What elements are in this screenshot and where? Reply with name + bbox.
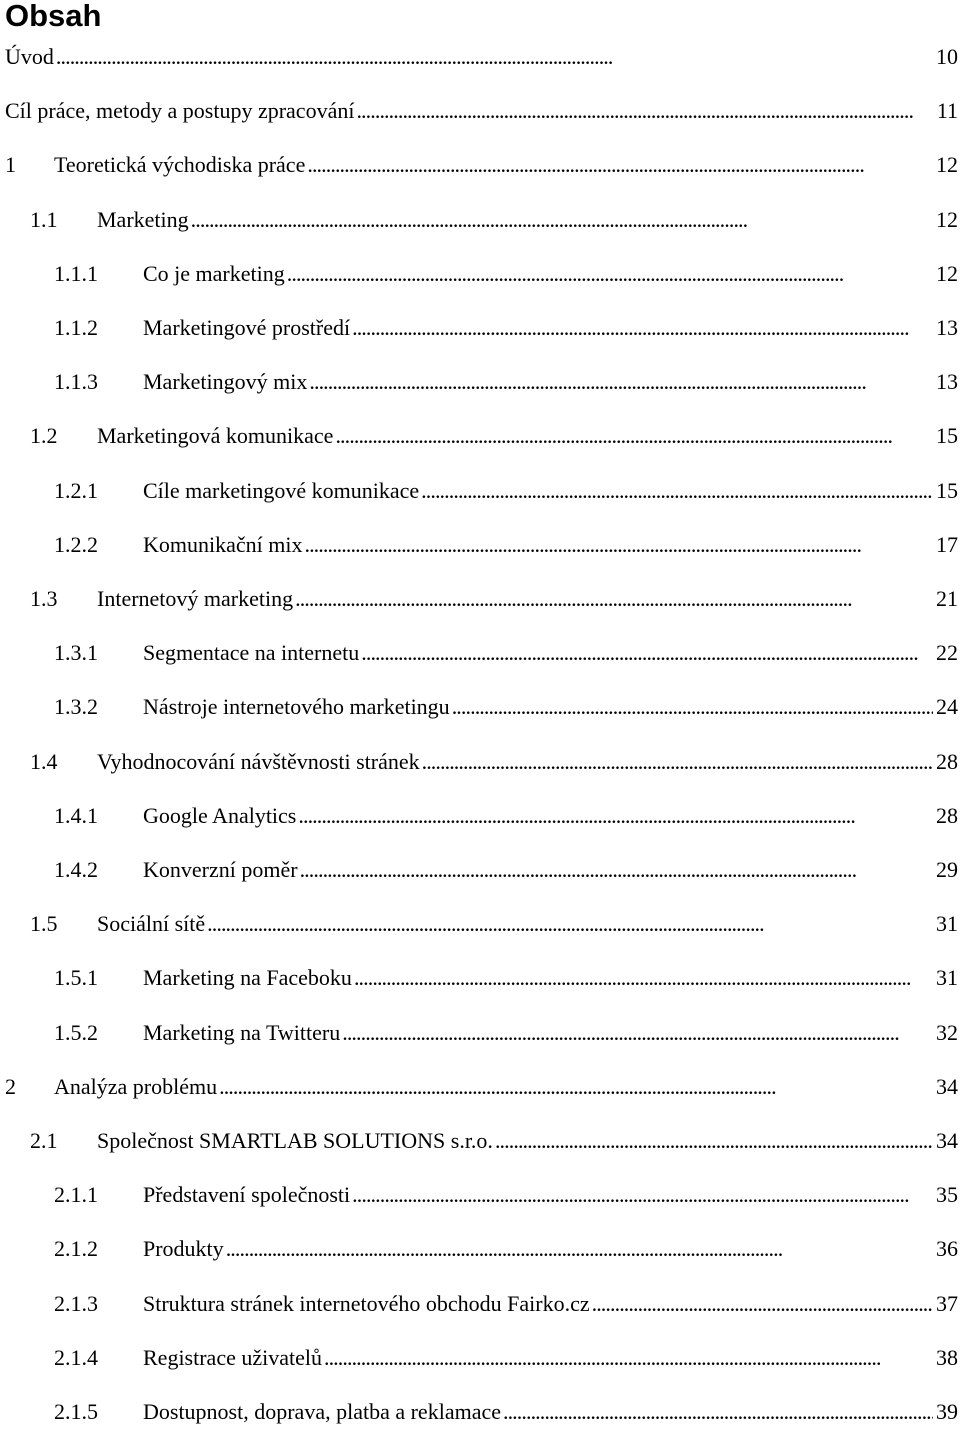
toc-entry-title: Co je marketing — [143, 260, 285, 286]
toc-entry-line — [143, 1343, 958, 1373]
toc-entry-page-number: 17 — [936, 531, 958, 557]
toc-entry-title: Segmentace na internetu — [143, 640, 360, 666]
toc-entry-line — [97, 205, 958, 235]
toc-entry-number: 2.1.4 — [54, 1344, 98, 1370]
toc-entry[interactable] — [0, 367, 958, 397]
toc-entry-line — [143, 1397, 958, 1427]
dot-leader — [361, 638, 933, 668]
toc-entry-number: 1.1 — [30, 206, 58, 232]
toc-entry[interactable] — [0, 150, 958, 180]
toc-entry-line — [143, 1180, 958, 1210]
toc-entry[interactable] — [0, 421, 958, 451]
dot-leader — [287, 259, 933, 289]
dot-leader — [495, 1126, 933, 1156]
toc-entry-title: Google Analytics — [143, 802, 297, 828]
toc-entry-line — [143, 530, 958, 560]
toc-entry-page-number: 15 — [936, 423, 958, 449]
toc-entry-number: 1.1.1 — [54, 260, 98, 286]
toc-entry-title: Marketing — [97, 206, 189, 232]
dot-leader — [352, 1180, 933, 1210]
toc-entry-page-number: 34 — [936, 1073, 958, 1099]
toc-entry-title: Vyhodnocování návštěvnosti stránek — [97, 748, 420, 774]
toc-entry-page-number: 34 — [936, 1128, 958, 1153]
toc-entry[interactable] — [0, 42, 958, 72]
toc-entry-page-number: 38 — [936, 1344, 958, 1370]
toc-entry[interactable] — [0, 747, 958, 777]
toc-entry-number: 2.1.2 — [54, 1236, 98, 1262]
toc-entry-page-number: 10 — [936, 44, 958, 69]
toc-entry-line — [143, 1234, 958, 1264]
toc-entry-title: Sociální sítě — [97, 911, 206, 937]
toc-entry-number: 2.1.3 — [54, 1290, 98, 1316]
toc-entry[interactable] — [0, 855, 958, 885]
toc-entry-page-number: 22 — [936, 640, 958, 666]
toc-entry-line — [54, 150, 958, 180]
toc-entry-line — [143, 1018, 958, 1048]
toc-entry-page-number: 12 — [936, 260, 958, 286]
toc-entry[interactable] — [0, 205, 958, 235]
toc-entry-page-number: 39 — [936, 1399, 958, 1424]
toc-entry[interactable] — [0, 801, 958, 831]
toc-entry-number: 1.1.3 — [54, 369, 98, 395]
dot-leader — [352, 313, 933, 343]
toc-entry-number: 1.3 — [30, 586, 58, 611]
dot-leader — [592, 1289, 933, 1319]
dot-leader — [335, 421, 933, 451]
toc-heading: Obsah — [5, 0, 102, 33]
toc-entry-line — [143, 855, 958, 885]
toc-entry-number: 1.5.2 — [54, 1019, 98, 1045]
toc-entry[interactable] — [0, 96, 958, 126]
dot-leader — [191, 205, 933, 235]
toc-entry-title: Struktura stránek internetového obchodu Fairko.cz — [143, 1290, 590, 1316]
toc-entry[interactable] — [0, 1289, 958, 1319]
toc-entry-line — [97, 421, 958, 451]
toc-entry-page-number: 31 — [936, 911, 958, 937]
toc-entry-page-number: 32 — [936, 1019, 958, 1045]
toc-entry[interactable] — [0, 259, 958, 289]
toc-entry[interactable] — [0, 1180, 958, 1210]
toc-entry-title: Analýza problému — [54, 1073, 218, 1099]
toc-entry-page-number: 28 — [936, 748, 958, 774]
toc-entry-title: Cíl práce, metody a postupy zpracování — [5, 98, 355, 124]
toc-entry[interactable] — [0, 584, 958, 614]
toc-entry-page-number: 24 — [936, 694, 958, 720]
toc-entry-line — [143, 963, 958, 993]
dot-leader — [356, 96, 933, 126]
toc-entry-line — [5, 42, 958, 72]
toc-entry[interactable] — [0, 1126, 958, 1156]
toc-entry-title: Produkty — [143, 1236, 224, 1262]
toc-entry-title: Registrace uživatelů — [143, 1344, 322, 1370]
toc-entry-title: Teoretická východiska práce — [54, 152, 306, 178]
toc-entry-title: Marketing na Faceboku — [143, 965, 352, 991]
toc-entry-number: 1.3.1 — [54, 640, 98, 666]
toc-entry-title: Marketingová komunikace — [97, 423, 334, 449]
toc-entry[interactable] — [0, 963, 958, 993]
toc-entry-number: 1 — [5, 152, 16, 178]
toc-entry-page-number: 13 — [936, 369, 958, 395]
dot-leader — [324, 1343, 933, 1373]
toc-entry-title: Úvod — [5, 44, 54, 69]
dot-leader — [309, 367, 933, 397]
toc-entry-line — [143, 1289, 958, 1319]
toc-entry[interactable] — [0, 1018, 958, 1048]
dot-leader — [226, 1234, 933, 1264]
toc-entry-page-number: 37 — [936, 1290, 958, 1316]
toc-entry-title: Marketingový mix — [143, 369, 308, 395]
dot-leader — [503, 1397, 933, 1427]
dot-leader — [300, 855, 933, 885]
toc-entry-number: 1.2.1 — [54, 477, 98, 503]
toc-entry-line — [5, 96, 958, 126]
dot-leader — [298, 801, 933, 831]
toc-entry-page-number: 35 — [936, 1182, 958, 1208]
toc-entry-number: 2.1.5 — [54, 1399, 98, 1424]
toc-entry-title: Společnost SMARTLAB SOLUTIONS s.r.o. — [97, 1128, 493, 1153]
dot-leader — [421, 476, 933, 506]
toc-entry-line — [143, 259, 958, 289]
dot-leader — [422, 747, 933, 777]
toc-entry-page-number: 12 — [936, 206, 958, 232]
toc-entry-page-number: 28 — [936, 802, 958, 828]
toc-entry-title: Marketingové prostředí — [143, 315, 351, 340]
toc-entry-line — [143, 692, 958, 722]
toc-entry[interactable] — [0, 530, 958, 560]
toc-entry-title: Dostupnost, doprava, platba a reklamace — [143, 1399, 501, 1424]
toc-entry-title: Internetový marketing — [97, 586, 294, 611]
dot-leader — [295, 584, 933, 614]
toc-entry-number: 1.4.2 — [54, 857, 98, 882]
dot-leader — [342, 1018, 933, 1048]
toc-entry-number: 1.4 — [30, 748, 58, 774]
toc-entry-title: Cíle marketingové komunikace — [143, 477, 420, 503]
dot-leader — [307, 150, 933, 180]
toc-entry-title: Marketing na Twitteru — [143, 1019, 341, 1045]
toc-entry-number: 1.4.1 — [54, 802, 98, 828]
toc-entry[interactable] — [0, 909, 958, 939]
toc-entry-line — [143, 476, 958, 506]
toc-entry-number: 1.2 — [30, 423, 58, 449]
toc-entry-page-number: 31 — [936, 965, 958, 991]
toc-entry-line — [54, 1072, 958, 1102]
dot-leader — [354, 963, 933, 993]
toc-entry-number: 1.5 — [30, 911, 58, 937]
toc-entry[interactable] — [0, 313, 958, 343]
toc-entry-line — [143, 367, 958, 397]
toc-entry-number: 1.5.1 — [54, 965, 98, 991]
toc-entry[interactable] — [0, 638, 958, 668]
toc-entry-line — [97, 747, 958, 777]
toc-entry-number: 2 — [5, 1073, 16, 1099]
toc-entry[interactable] — [0, 692, 958, 722]
dot-leader — [207, 909, 933, 939]
dot-leader — [304, 530, 933, 560]
toc-entry-page-number: 21 — [936, 586, 958, 611]
toc-entry[interactable] — [0, 476, 958, 506]
toc-entry-page-number: 11 — [936, 98, 958, 124]
toc-entry-number: 1.3.2 — [54, 694, 98, 720]
toc-entry-number: 2.1.1 — [54, 1182, 98, 1208]
toc-entry[interactable] — [0, 1343, 958, 1373]
toc-entry-page-number: 36 — [936, 1236, 958, 1262]
toc-entry-title: Komunikační mix — [143, 531, 303, 557]
toc-entry-page-number: 15 — [936, 477, 958, 503]
toc-entry-line — [143, 313, 958, 343]
dot-leader — [219, 1072, 933, 1102]
toc-entry-page-number: 13 — [936, 315, 958, 340]
toc-entry-line — [97, 1126, 958, 1156]
dot-leader — [452, 692, 933, 722]
toc-entry-number: 1.2.2 — [54, 531, 98, 557]
toc-entry-title: Představení společnosti — [143, 1182, 351, 1208]
toc-entry-line — [97, 909, 958, 939]
toc-entry-line — [143, 801, 958, 831]
dot-leader — [56, 42, 933, 72]
toc-entry-page-number: 29 — [936, 857, 958, 882]
toc-entry-line — [143, 638, 958, 668]
toc-entry[interactable] — [0, 1397, 958, 1427]
toc-entry[interactable] — [0, 1234, 958, 1264]
toc-entry-title: Nástroje internetového marketingu — [143, 694, 450, 720]
toc-entry-page-number: 12 — [936, 152, 958, 178]
toc-entry-number: 2.1 — [30, 1128, 58, 1153]
toc-entry-number: 1.1.2 — [54, 315, 98, 340]
toc-entry-line — [97, 584, 958, 614]
toc-entry[interactable] — [0, 1072, 958, 1102]
toc-entry-title: Konverzní poměr — [143, 857, 298, 882]
